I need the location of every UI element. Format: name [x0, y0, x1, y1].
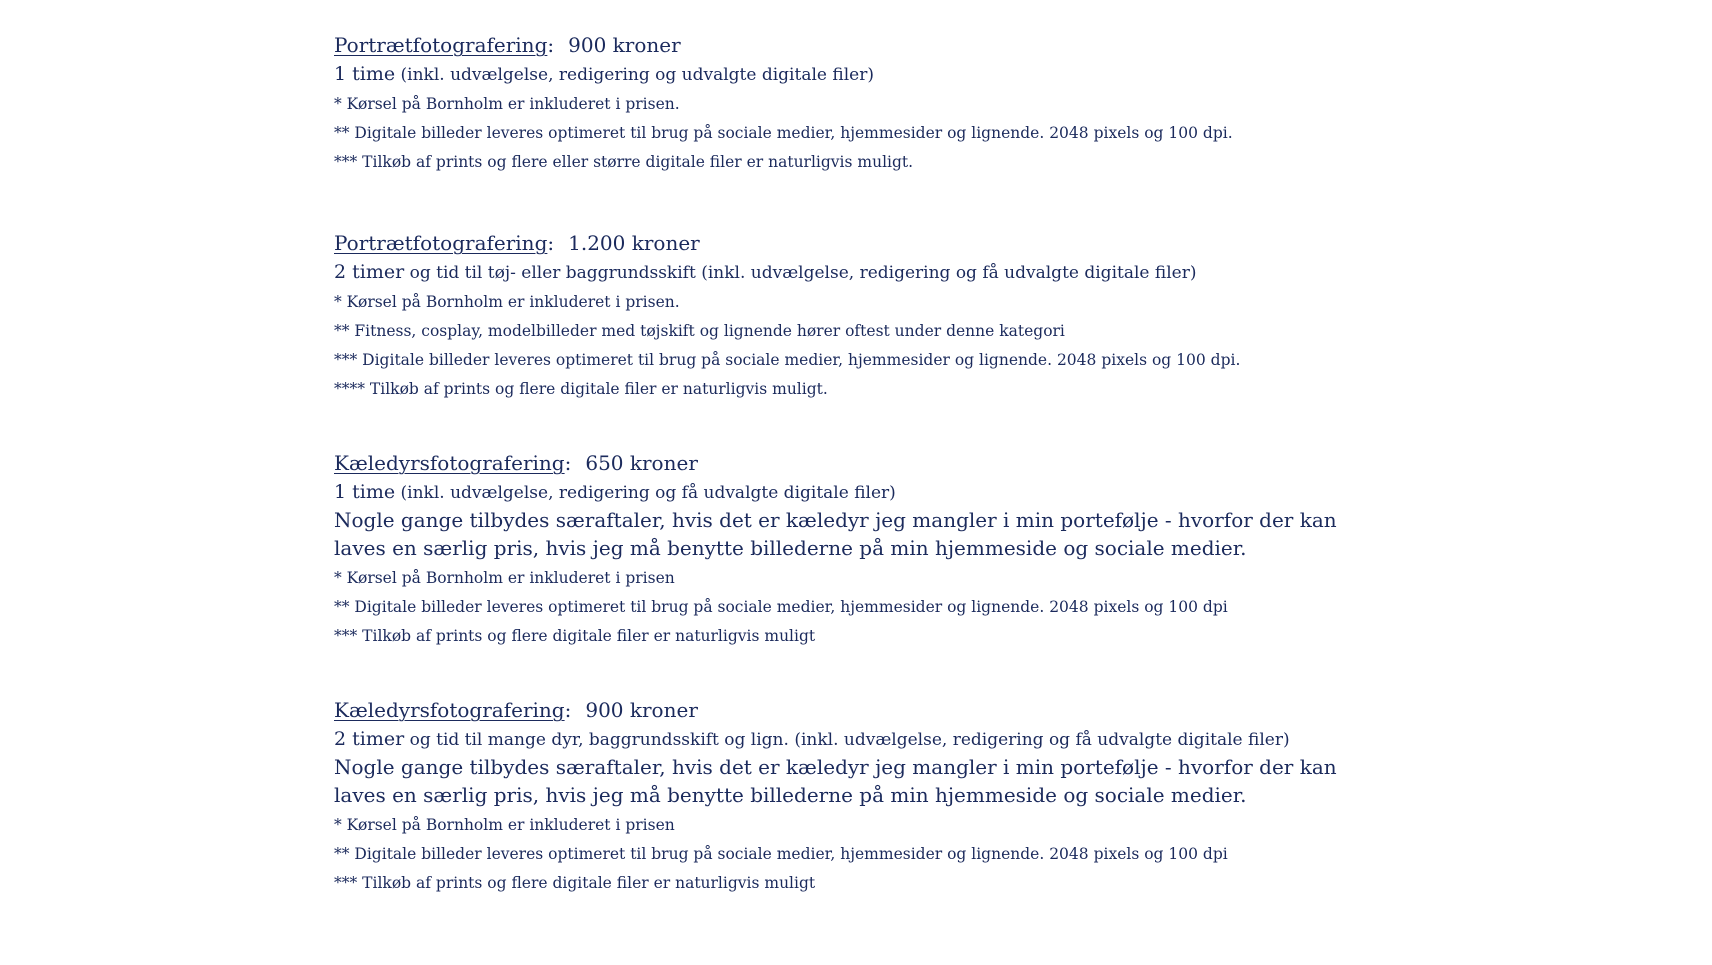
duration-details: (inkl. udvælgelse, redigering og udvalgte digitale filer) — [395, 65, 874, 85]
footnote-list — [334, 288, 1374, 404]
section-duration — [334, 258, 1374, 286]
section-title: Portrætfotografering — [334, 231, 548, 255]
duration-lead: 2 timer — [334, 261, 405, 283]
section-price: 1.200 kroner — [568, 231, 700, 255]
footnote: ** Digitale billeder leveres optimeret til brug på sociale medier, hjemmesider og lignende. 2048 pixels og 100 dpi. — [334, 124, 1233, 142]
footnote-list — [334, 564, 1374, 651]
footnote: * Kørsel på Bornholm er inkluderet i prisen. — [334, 95, 680, 113]
section-title: Kæledyrsfotografering — [334, 451, 565, 475]
section-heading — [334, 448, 1374, 478]
price-section-portrait-1h — [334, 30, 1374, 177]
footnote: **** Tilkøb af prints og flere digitale filer er naturligvis muligt. — [334, 380, 828, 398]
section-title-colon: : — [547, 33, 555, 57]
footnote: ** Digitale billeder leveres optimeret til brug på sociale medier, hjemmesider og lignende. 2048 pixels og 100 dpi — [334, 598, 1228, 616]
footnote: ** Fitness, cosplay, modelbilleder med tøjskift og lignende hører oftest under denne kategori — [334, 322, 1065, 340]
section-duration — [334, 60, 1374, 88]
section-price: 900 kroner — [585, 698, 698, 722]
section-heading — [334, 228, 1374, 258]
duration-details: og tid til mange dyr, baggrundsskift og lign. (inkl. udvælgelse, redigering og få udvalgte digitale filer) — [404, 730, 1290, 750]
footnote: *** Digitale billeder leveres optimeret til brug på sociale medier, hjemmesider og lignende. 2048 pixels og 100 dpi. — [334, 351, 1241, 369]
section-title-colon: : — [564, 698, 572, 722]
footnote-list — [334, 811, 1374, 898]
footnote: *** Tilkøb af prints og flere digitale filer er naturligvis muligt — [334, 874, 816, 892]
section-description: Nogle gange tilbydes særaftaler, hvis det er kæledyr jeg mangler i min portefølje - hvorfor der kan laves en særlig pris, hvis jeg må benytte billederne på min hjemmeside og sociale medier. — [334, 755, 1337, 807]
footnote: * Kørsel på Bornholm er inkluderet i prisen. — [334, 293, 680, 311]
section-title: Portrætfotografering — [334, 33, 548, 57]
section-price: 900 kroner — [568, 33, 681, 57]
section-duration — [334, 478, 1374, 506]
footnote: *** Tilkøb af prints og flere digitale filer er naturligvis muligt — [334, 627, 816, 645]
section-heading — [334, 695, 1374, 725]
duration-details: (inkl. udvælgelse, redigering og få udvalgte digitale filer) — [395, 483, 896, 503]
price-section-portrait-2h — [334, 228, 1374, 404]
footnote-list — [334, 90, 1374, 177]
section-title-colon: : — [547, 231, 555, 255]
duration-lead: 2 timer — [334, 728, 405, 750]
price-list — [334, 30, 1374, 898]
price-section-pet-1h — [334, 448, 1374, 651]
section-price: 650 kroner — [585, 451, 698, 475]
section-description: Nogle gange tilbydes særaftaler, hvis det er kæledyr jeg mangler i min portefølje - hvorfor der kan laves en særlig pris, hvis jeg må benytte billederne på min hjemmeside og sociale medier. — [334, 508, 1337, 560]
section-heading — [334, 30, 1374, 60]
footnote: * Kørsel på Bornholm er inkluderet i prisen — [334, 816, 675, 834]
price-section-pet-2h — [334, 695, 1374, 898]
section-duration — [334, 725, 1374, 753]
section-title: Kæledyrsfotografering — [334, 698, 565, 722]
duration-lead: 1 time — [334, 481, 396, 503]
footnote: * Kørsel på Bornholm er inkluderet i prisen — [334, 569, 675, 587]
duration-details: og tid til tøj- eller baggrundsskift (inkl. udvælgelse, redigering og få udvalgte digitale filer) — [404, 263, 1197, 283]
section-title-colon: : — [564, 451, 572, 475]
footnote: *** Tilkøb af prints og flere eller større digitale filer er naturligvis muligt. — [334, 153, 914, 171]
footnote: ** Digitale billeder leveres optimeret til brug på sociale medier, hjemmesider og lignende. 2048 pixels og 100 dpi — [334, 845, 1228, 863]
duration-lead: 1 time — [334, 63, 396, 85]
